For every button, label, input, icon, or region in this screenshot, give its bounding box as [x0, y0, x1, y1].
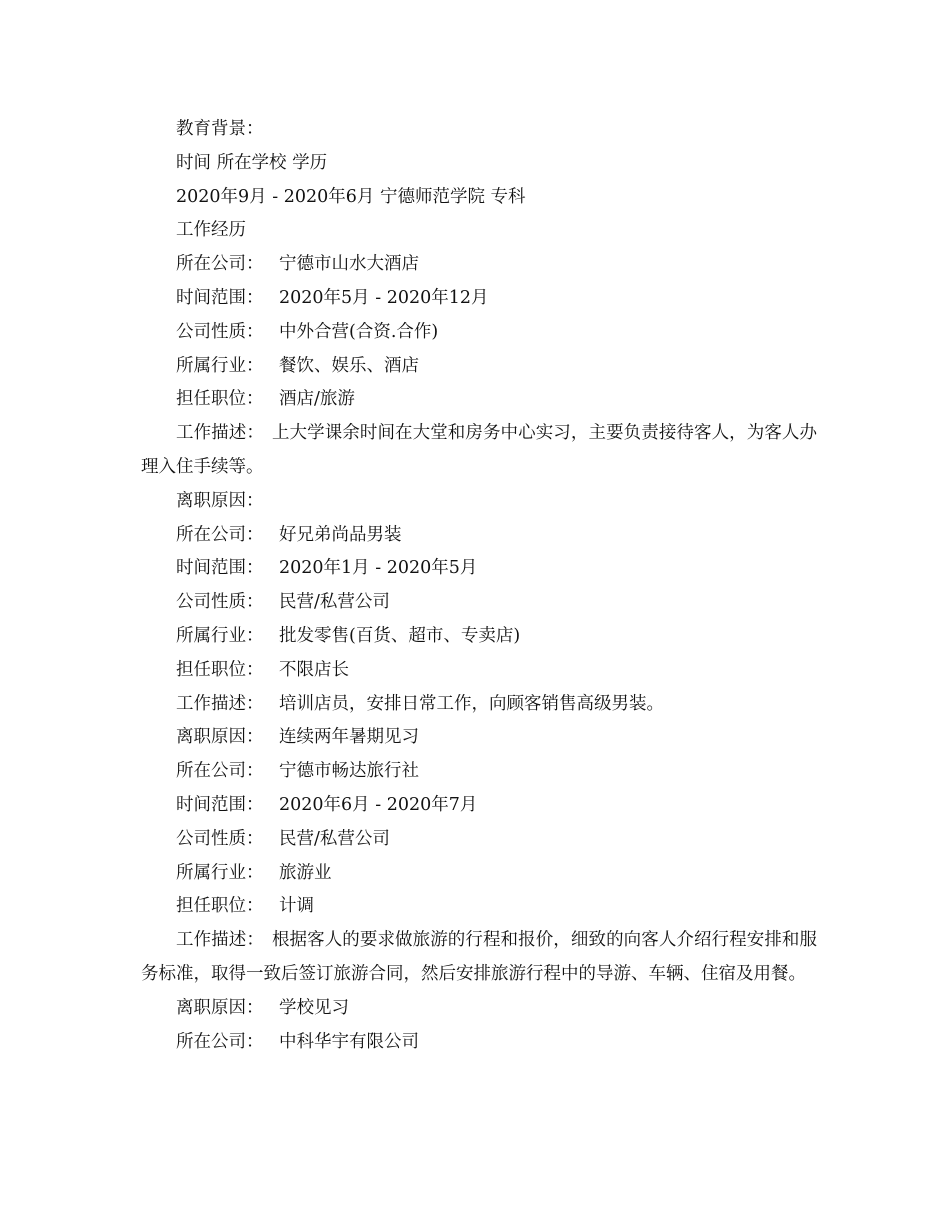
field-label: 所在公司：	[176, 524, 264, 545]
field-value: 2020年1月 - 2020年5月	[279, 558, 478, 579]
field-value: 好兄弟尚品男装	[279, 524, 402, 545]
job2-nature	[141, 586, 817, 620]
job3-period	[141, 789, 817, 823]
job3-description	[141, 924, 817, 992]
job2-company	[141, 519, 817, 553]
job2-position	[141, 654, 817, 688]
education-columns: 时间 所在学校 学历	[176, 152, 328, 173]
field-label: 担任职位：	[176, 896, 264, 917]
field-value: 计调	[279, 896, 314, 917]
job1-position	[141, 383, 817, 417]
job3-leave-reason	[141, 992, 817, 1026]
field-label: 时间范围：	[176, 558, 264, 579]
field-value: 2020年6月 - 2020年7月	[279, 794, 478, 815]
job2-description	[141, 688, 817, 722]
field-value: 批发零售(百货、超市、专卖店)	[279, 625, 521, 646]
field-value: 民营/私营公司	[279, 828, 390, 849]
field-value: 根据客人的要求做旅游的行程和报价，细致的向客人介绍行程安排和服务标准，取得一致后签订旅游合同，然后安排旅游行程中的导游、车辆、住宿及用餐。	[141, 930, 818, 984]
field-value: 中科华宇有限公司	[279, 1031, 419, 1052]
job1-company	[141, 248, 817, 282]
job3-nature	[141, 823, 817, 857]
field-label: 离职原因：	[176, 997, 264, 1018]
job1-leave-reason	[141, 485, 817, 519]
field-value: 中外合营(合资.合作)	[279, 321, 439, 342]
job2-industry	[141, 620, 817, 654]
field-value: 旅游业	[279, 862, 332, 883]
field-value: 不限店长	[279, 659, 349, 680]
work-heading: 工作经历	[176, 220, 246, 241]
field-value: 培训店员，安排日常工作，向顾客销售高级男装。	[279, 693, 664, 714]
field-label: 工作描述：	[176, 693, 264, 714]
resume-content	[141, 113, 817, 1059]
job2-leave-reason	[141, 721, 817, 755]
field-label: 公司性质：	[176, 592, 264, 613]
field-label: 担任职位：	[176, 389, 264, 410]
field-value: 2020年5月 - 2020年12月	[279, 287, 489, 308]
field-label: 离职原因：	[176, 490, 264, 511]
job1-period	[141, 282, 817, 316]
field-label: 所在公司：	[176, 254, 264, 275]
field-label: 所属行业：	[176, 862, 264, 883]
job3-industry	[141, 857, 817, 891]
field-value: 民营/私营公司	[279, 592, 390, 613]
field-value: 酒店/旅游	[279, 389, 355, 410]
field-value: 餐饮、娱乐、酒店	[279, 355, 419, 376]
field-value: 连续两年暑期见习	[279, 727, 419, 748]
job4-company	[141, 1026, 817, 1060]
job1-nature	[141, 316, 817, 350]
education-row: 2020年9月 - 2020年6月 宁德师范学院 专科	[176, 186, 526, 207]
job1-industry	[141, 350, 817, 384]
field-label: 时间范围：	[176, 287, 264, 308]
education-heading: 教育背景：	[176, 119, 264, 139]
field-value: 宁德市山水大酒店	[279, 254, 419, 275]
job3-position	[141, 890, 817, 924]
job1-description	[141, 417, 817, 485]
field-label: 所属行业：	[176, 625, 264, 646]
field-value: 上大学课余时间在大堂和房务中心实习，主要负责接待客人，为客人办理入住手续等。	[141, 423, 818, 477]
field-label: 所在公司：	[176, 761, 264, 782]
field-label: 担任职位：	[176, 659, 264, 680]
field-label: 公司性质：	[176, 321, 264, 342]
field-label: 所在公司：	[176, 1031, 264, 1052]
field-label: 工作描述：	[176, 930, 264, 951]
field-label: 公司性质：	[176, 828, 264, 849]
job2-period	[141, 552, 817, 586]
field-value: 学校见习	[279, 997, 349, 1018]
field-label: 离职原因：	[176, 727, 264, 748]
field-label: 时间范围：	[176, 794, 264, 815]
field-label: 所属行业：	[176, 355, 264, 376]
field-label: 工作描述：	[176, 423, 264, 444]
job3-company	[141, 755, 817, 789]
field-value: 宁德市畅达旅行社	[279, 761, 419, 782]
